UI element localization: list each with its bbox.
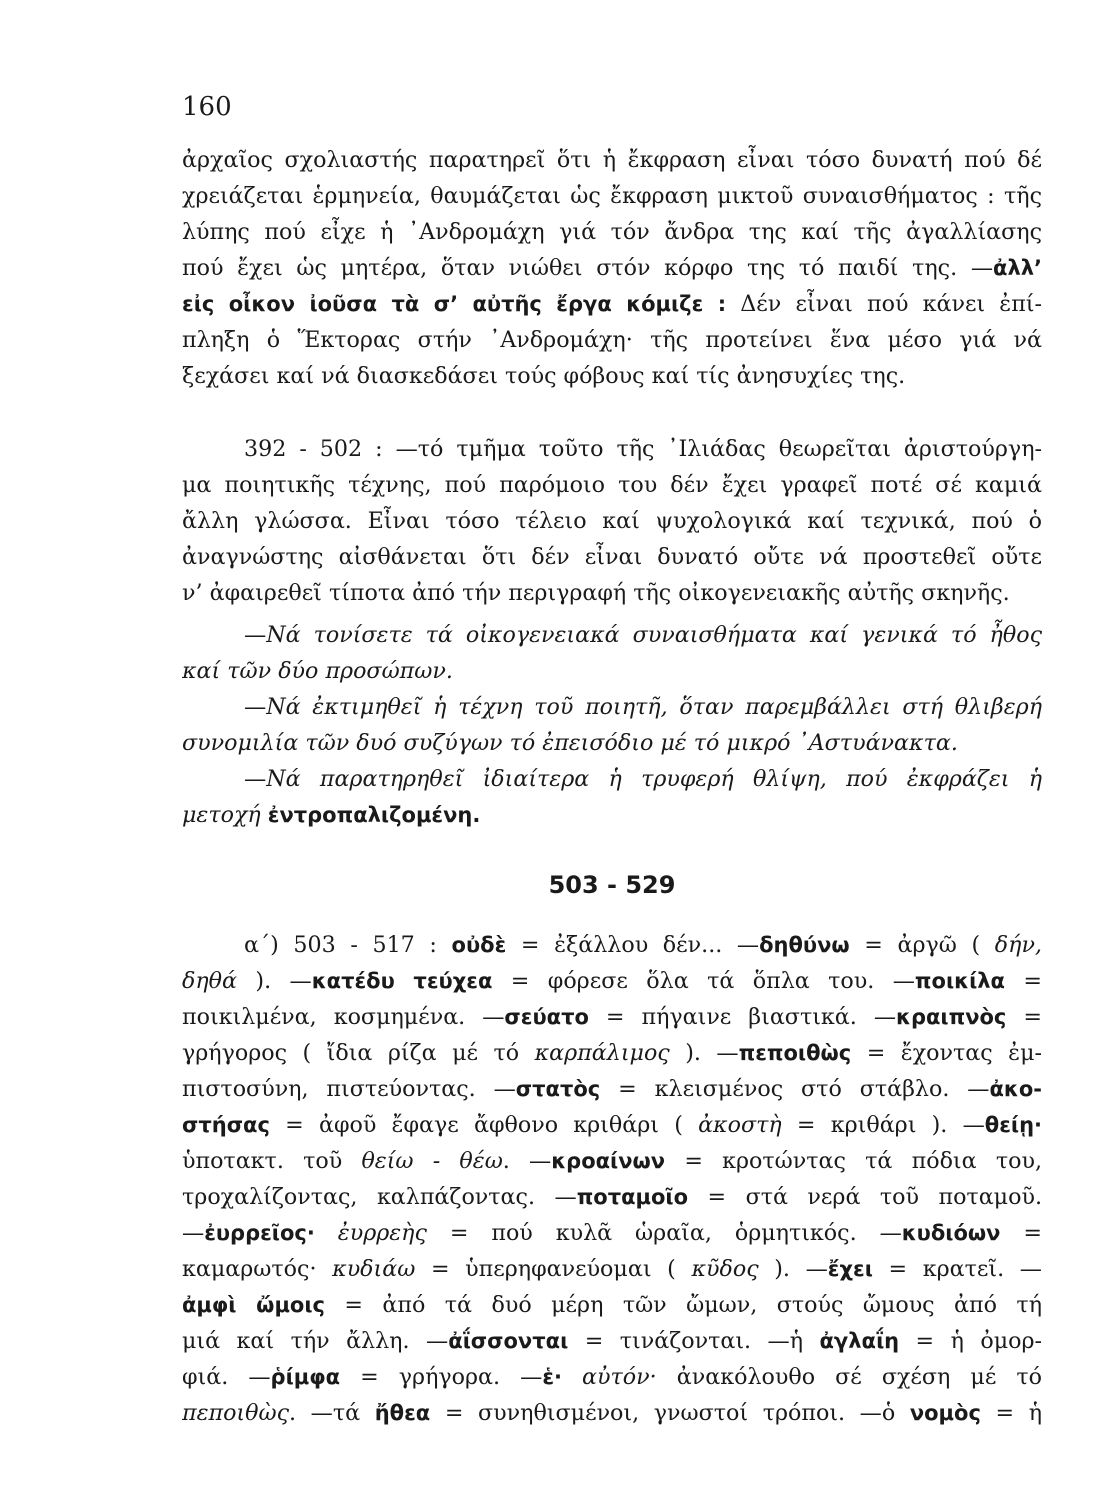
text-run: ἀναγνώστης αἰσθάνεται ὅτι δέν εἶναι δυνατό οὔτε νά προστεθεῖ οὔτε	[182, 544, 1042, 570]
text-run: .	[472, 803, 481, 827]
text-run: Δέν εἶναι πού κάνει ἐπί-	[726, 291, 1042, 317]
text-run: ἀρχαῖος σχολιαστής παρατηρεῖ ὅτι ἡ ἔκφραση εἶναι τόσο δυνατή πού δέ	[182, 147, 1042, 173]
text-line	[182, 214, 1042, 250]
text-line	[182, 503, 1042, 539]
bold-term: ἀμφὶ ὤμοις	[182, 1293, 325, 1317]
bold-term: ἀγλαΐη	[819, 1329, 900, 1353]
text-run: = φόρεσε ὅλα τά ὅπλα του. —	[492, 968, 915, 994]
section-heading: 503 - 529	[548, 871, 676, 899]
text-run: 392 - 502 : —τό τμῆμα τοῦτο τῆς ᾿Ιλιάδας θεωρεῖται ἀριστούργη-	[244, 436, 1042, 462]
text-run: =	[1000, 1220, 1042, 1246]
bold-term: στήσας	[182, 1113, 270, 1137]
bold-term: εἰς οἶκον ἰοῦσα τὰ σ’ αὐτῆς ἔργα κόμιζε :	[182, 292, 727, 316]
text-run: πιστοσύνη, πιστεύοντας. —	[182, 1076, 516, 1102]
bold-term: θείῃ·	[984, 1113, 1042, 1137]
text-run: = στά νερά τοῦ ποταμοῦ.	[688, 1184, 1042, 1210]
paragraph-commentary	[182, 142, 1042, 394]
text-run: = πήγαινε βιαστικά. —	[588, 1004, 897, 1030]
bold-term: ἐυρρεῖος·	[204, 1221, 315, 1245]
text-line	[182, 358, 1042, 394]
text-line	[182, 575, 1042, 611]
text-run: α΄) 503 - 517 :	[244, 932, 452, 958]
text-line	[182, 927, 1042, 963]
text-line	[182, 761, 1042, 797]
text-run: = κροτώντας τά πόδια του,	[665, 1148, 1042, 1174]
text-line	[182, 286, 1042, 322]
text-run: ὑποτακτ. τοῦ	[182, 1148, 362, 1174]
italic-term: κῦδος	[691, 1256, 759, 1282]
text-run: λύπης πού εἶχε ἡ ᾿Ανδρομάχη γιά τόν ἄνδρα της καί τῆς ἀγαλλίασης	[182, 219, 1042, 245]
bold-term: κατέδυ τεύχεα	[311, 969, 493, 993]
text-run: = κρατεῖ. —	[872, 1256, 1042, 1282]
bold-term: ἤθεα	[374, 1401, 431, 1425]
bold-term: ῥίμφα	[270, 1365, 341, 1389]
text-line	[182, 467, 1042, 503]
text-run: καί τῶν δύο προσώπων.	[182, 658, 453, 684]
text-line	[182, 1071, 1042, 1107]
text-run: = ἔχοντας ἐμ-	[851, 1040, 1042, 1066]
bold-term: δηθύνω	[759, 933, 850, 957]
text-run: φιά. —	[182, 1364, 271, 1390]
text-line	[182, 1251, 1042, 1287]
text-run: = ἀφοῦ ἔφαγε ἄφθονο κριθάρι (	[269, 1112, 699, 1138]
text-line	[182, 142, 1042, 178]
text-run: ν’ ἀφαιρεθεῖ τίποτα ἀπό τήν περιγραφή τῆς οἰκογενειακῆς αὐτῆς σκηνῆς.	[182, 580, 1010, 606]
study-tasks	[182, 617, 1042, 833]
bold-term: ποταμοῖο	[576, 1185, 689, 1209]
bold-term: πεποιθὼς	[738, 1041, 852, 1065]
text-run: μετοχή	[182, 802, 268, 828]
text-run: = συνηθισμένοι, γνωστοί τρόποι. —ὁ	[430, 1400, 910, 1426]
italic-term: δήν,	[994, 932, 1042, 958]
bold-term: ἐντροπαλιζομένη	[267, 803, 473, 827]
text-run: = ἀργῶ (	[849, 932, 995, 958]
bold-term: νομὸς	[909, 1401, 981, 1425]
italic-term: κυδιάω	[332, 1256, 416, 1282]
bold-term: στατὸς	[515, 1077, 601, 1101]
italic-term: θείω - θέω	[361, 1148, 503, 1174]
bold-term: ποικίλα	[914, 969, 1005, 993]
text-run: = τινάζονται. —ἡ	[568, 1328, 820, 1354]
text-run: ). —	[758, 1256, 828, 1282]
text-run: = ὑπερηφανεύομαι (	[415, 1256, 692, 1282]
text-line	[182, 1359, 1042, 1395]
text-run: = ἡ ὀμορ-	[899, 1328, 1042, 1354]
bold-term: οὐδὲ	[451, 933, 507, 957]
italic-term: ἐυρρεὴς	[337, 1220, 427, 1246]
text-line	[182, 1287, 1042, 1323]
text-run: ἀνακόλουθο σέ σχέση μέ τό	[656, 1364, 1042, 1390]
text-run: ἄλλη γλώσσα. Εἶναι τόσο τέλειο καί ψυχολογικά καί τεχνικά, πού ὁ	[182, 508, 1042, 534]
text-line	[182, 999, 1042, 1035]
text-line	[182, 1143, 1042, 1179]
text-line	[182, 1215, 1042, 1251]
text-run: μιά καί τήν ἄλλη. —	[182, 1328, 449, 1354]
text-line	[182, 725, 1042, 761]
bold-term: κροαίνων	[551, 1149, 666, 1173]
text-run: —	[182, 1220, 205, 1246]
text-line	[182, 1395, 1042, 1431]
text-line	[182, 1179, 1042, 1215]
text-run: =	[1004, 968, 1042, 994]
text-run: . —	[502, 1148, 552, 1174]
text-run	[315, 1220, 338, 1246]
text-run: πού ἔχει ὡς μητέρα, ὅταν νιώθει στόν κόρφο της τό παιδί της. —	[182, 255, 994, 281]
text-line	[182, 797, 1042, 833]
bold-term: ἑ·	[542, 1365, 562, 1389]
text-run: = πού κυλᾶ ὡραῖα, ὁρμητικός. —	[426, 1220, 902, 1246]
text-line	[182, 617, 1042, 653]
text-run: =	[1006, 1004, 1042, 1030]
bold-term: κραιπνὸς	[896, 1005, 1007, 1029]
text-run: = κλεισμένος στό στάβλο. —	[600, 1076, 990, 1102]
italic-term: πεποιθὼς	[182, 1400, 290, 1426]
text-run: τροχαλίζοντας, καλπάζοντας. —	[182, 1184, 577, 1210]
text-line	[182, 1107, 1042, 1143]
text-line	[182, 963, 1042, 999]
italic-term: δηθά	[182, 968, 237, 994]
text-run: . —τά	[289, 1400, 375, 1426]
text-line	[182, 178, 1042, 214]
text-line	[182, 1035, 1042, 1071]
text-run: μα ποιητικῆς τέχνης, πού παρόμοιο του δέν ἔχει γραφεῖ ποτέ σέ καμιά	[182, 472, 1042, 498]
page-number: 160	[182, 92, 232, 122]
text-run: ). —	[669, 1040, 739, 1066]
text-run: γρήγορος ( ἴδια ρίζα μέ τό	[182, 1040, 535, 1066]
italic-term: αὐτόν·	[582, 1364, 657, 1390]
bold-term: κυδιόων	[901, 1221, 1001, 1245]
text-line	[182, 539, 1042, 575]
text-run: ποικιλμένα, κοσμημένα. —	[182, 1004, 505, 1030]
text-run: —Νά παρατηρηθεῖ ἰδιαίτερα ἡ τρυφερή θλίψη, πού ἐκφράζει ἡ	[244, 766, 1042, 792]
text-run: συνομιλία τῶν δυό συζύγων τό ἐπεισόδιο μέ τό μικρό ᾿Αστυάνακτα.	[182, 730, 958, 756]
bold-term: ἀΐσσονται	[448, 1329, 569, 1353]
bold-term: ἀλλ’	[993, 256, 1042, 280]
paragraph-392-502	[182, 431, 1042, 611]
text-run: = κριθάρι ). —	[781, 1112, 985, 1138]
text-line	[182, 689, 1042, 725]
text-run: = ἐξάλλου δέν... —	[506, 932, 760, 958]
text-run: πληξη ὁ Ἕκτορας στήν ᾿Ανδρομάχη· τῆς προτείνει ἕνα μέσο γιά νά	[182, 327, 1042, 353]
text-run	[562, 1364, 582, 1390]
bold-term: σεύατο	[504, 1005, 589, 1029]
text-run: = ἀπό τά δυό μέρη τῶν ὤμων, στούς ὤμους ἀπό τή	[324, 1292, 1042, 1318]
text-run: —Νά ἐκτιμηθεῖ ἡ τέχνη τοῦ ποιητῆ, ὅταν παρεμβάλλει στή θλιβερή	[244, 694, 1042, 720]
italic-term: καρπάλιμος	[534, 1040, 670, 1066]
italic-term: ἀκοστὴ	[698, 1112, 782, 1138]
text-run: = γρήγορα. —	[340, 1364, 543, 1390]
text-line	[182, 1323, 1042, 1359]
text-run: ξεχάσει καί νά διασκεδάσει τούς φόβους καί τίς ἀνησυχίες της.	[182, 363, 906, 389]
text-run: = ἡ	[980, 1400, 1042, 1426]
text-line	[182, 250, 1042, 286]
text-run: ). —	[237, 968, 312, 994]
bold-term: ἀκο-	[989, 1077, 1042, 1101]
text-line	[182, 322, 1042, 358]
glossary-503-517	[182, 927, 1042, 1431]
text-line	[182, 431, 1042, 467]
bold-term: ἔχει	[827, 1257, 873, 1281]
text-line	[182, 653, 1042, 689]
text-run: χρειάζεται ἑρμηνεία, θαυμάζεται ὡς ἔκφραση μικτοῦ συναισθήματος : τῆς	[182, 183, 1042, 209]
text-run: καμαρωτός·	[182, 1256, 333, 1282]
text-run: —Νά τονίσετε τά οἰκογενειακά συναισθήματα καί γενικά τό ἦθος	[244, 622, 1042, 648]
